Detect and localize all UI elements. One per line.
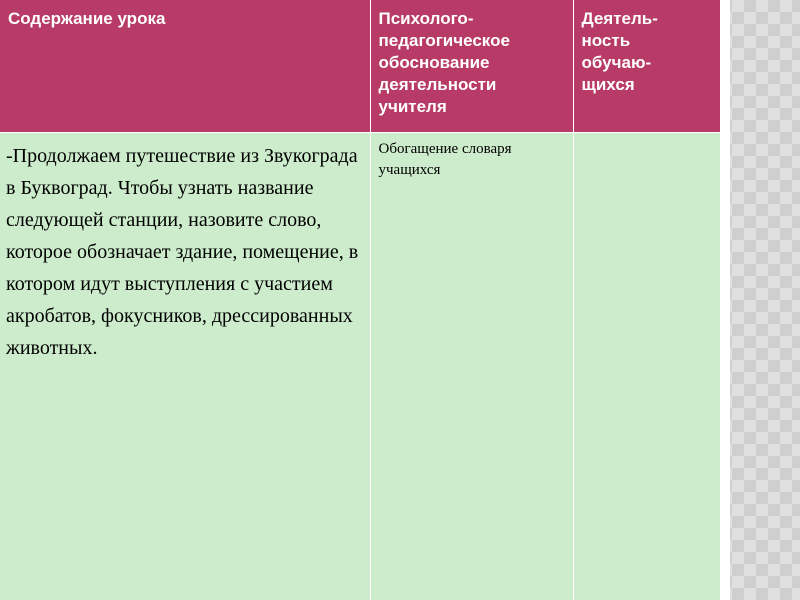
cell-teacher-rationale: Обогащение словаря учащихся — [370, 132, 573, 600]
header-teacher-rationale — [370, 0, 573, 132]
cell-student-activity — [573, 132, 720, 600]
slide-right-edge — [720, 0, 730, 600]
header-student-activity-label: Деятель- ность обучаю- щихся — [581, 9, 658, 94]
cell-lesson-content: -Продолжаем путешествие из Звукограда в Буквоград. Чтобы узнать название следующей станции, назовите слово, которое обозначает здание, помещение, в котором идут выступления с участием акробатов, фокусников, дрессированных животных. — [0, 132, 370, 600]
table-header-row — [0, 0, 720, 132]
header-lesson-content — [0, 0, 370, 132]
table-row — [0, 132, 720, 600]
header-lesson-content-label: Содержание урока — [8, 9, 166, 28]
header-student-activity — [573, 0, 720, 132]
header-teacher-rationale-label: Психолого- педагогическое обоснование деятельности учителя — [378, 9, 510, 116]
